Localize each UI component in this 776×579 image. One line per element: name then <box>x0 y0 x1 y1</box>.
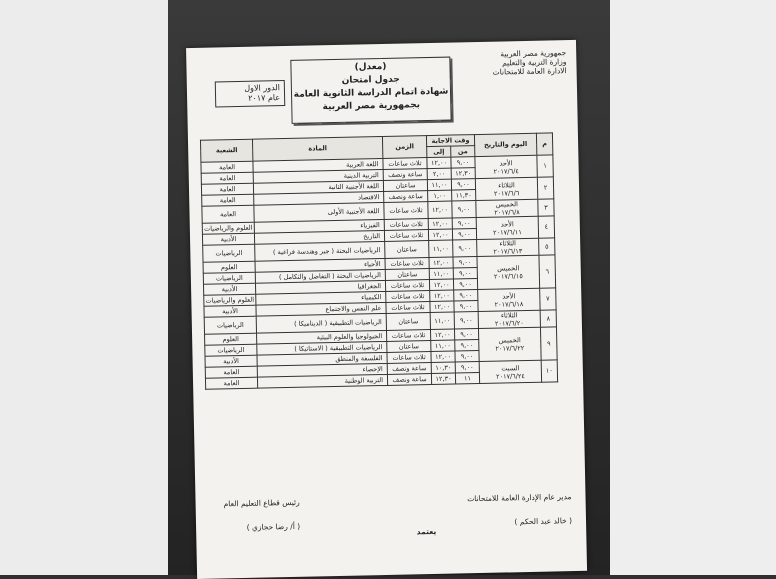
exam-duration: ثلاث ساعات <box>385 280 429 292</box>
day-date-cell <box>476 199 538 217</box>
subject-name: اللغة الأجنبية الأولى <box>254 202 384 222</box>
header-to: إلى <box>427 146 451 158</box>
day-name: الأحد <box>499 158 513 168</box>
time-to: ١٢,٣٠ <box>431 373 455 385</box>
division-name: الرياضيات <box>204 316 256 334</box>
division-name: العامة <box>201 183 253 195</box>
division-name: العامة <box>202 205 254 223</box>
day-number: ٣ <box>538 199 554 216</box>
title-line: جدول امتحان <box>341 74 400 86</box>
exam-date: ٢٠١٧/٦/١٣ <box>493 247 523 256</box>
division-name: العامة <box>205 366 257 378</box>
division-name: العامة <box>201 161 253 173</box>
exam-date: ٢٠١٧/٦/١٨ <box>494 299 524 309</box>
division-name: العامة <box>205 377 257 389</box>
exam-duration: ساعتان <box>385 241 429 259</box>
time-from: ٩,٠٠ <box>453 279 477 291</box>
exam-date: ٢٠١٧/٦/٦ <box>493 188 520 198</box>
exam-round-box <box>215 80 286 107</box>
subject-name: الجيولوجيا والعلوم البيئية <box>257 330 387 344</box>
time-from: ٩,٠٠ <box>452 218 476 230</box>
day-name: الثلاثاء <box>499 239 517 248</box>
exam-duration: ثلاث ساعات <box>383 158 427 170</box>
subject-name: الرياضيات التطبيقية ( الاستاتيكا ) <box>257 341 387 355</box>
title-line: شهادة اتمام الدراسة الثانوية العامة <box>293 86 449 100</box>
division-name: الرياضيات <box>203 244 255 262</box>
exam-duration: ساعتان <box>383 180 427 192</box>
header-subject: المادة <box>252 136 382 161</box>
exam-date: ٢٠١٧/٦/٨ <box>494 208 520 217</box>
time-from: ١١ <box>455 373 479 385</box>
header-duration: الزمن <box>382 136 426 159</box>
day-date-cell <box>478 310 540 328</box>
round-line: الدور الاول <box>244 83 280 93</box>
subject-name: الاقتصاد <box>254 191 384 205</box>
sector-head-name: ( أ/ رضا حجازي ) <box>246 521 301 532</box>
day-number: ٤ <box>538 216 554 238</box>
day-name: الخميس <box>498 336 521 345</box>
division-name: الأدبية <box>202 233 254 245</box>
exam-duration: ثلاث ساعات <box>386 302 430 314</box>
approval-label: يعتمد <box>416 526 437 537</box>
time-from: ٩,٠٠ <box>454 301 478 313</box>
time-to: ١١,٠٠ <box>430 312 454 329</box>
time-to: ١٢,٠٠ <box>431 351 455 363</box>
exam-schedule-table <box>200 132 558 389</box>
exam-duration: ثلاث ساعات <box>386 291 430 303</box>
division-name: الأدبية <box>205 355 257 367</box>
exam-duration: ساعتان <box>386 313 430 331</box>
day-name: الثلاثاء <box>498 180 515 190</box>
time-to: ١١,٠٠ <box>427 179 451 191</box>
day-name: الثلاثاء <box>500 311 518 320</box>
exam-duration: ساعة ونصف <box>387 363 431 375</box>
subject-name: الكيمياء <box>256 291 386 305</box>
exam-date: ٢٠١٧/٦/٢٢ <box>495 344 525 353</box>
time-to: ١٠,٣٠ <box>431 362 455 374</box>
header-answer-time: وقت الاجابة <box>426 135 474 147</box>
exam-duration: ثلاث ساعات <box>387 352 431 364</box>
day-number: ٩ <box>540 327 557 360</box>
exam-duration: ساعة ونصف <box>384 191 428 203</box>
division-name: العلوم والرياضيات <box>204 294 256 306</box>
day-name: الخميس <box>495 200 518 209</box>
day-date-cell <box>475 155 537 178</box>
time-to: ١٢,٠٠ <box>428 201 452 218</box>
header-division: الشعبة <box>200 139 252 162</box>
photo-background-left <box>0 0 168 575</box>
time-to: ١٢,٠٠ <box>429 257 453 269</box>
exam-duration: ثلاث ساعات <box>384 230 428 242</box>
subject-name: علم النفس والاجتماع <box>256 302 386 316</box>
division-name: العامة <box>201 172 253 184</box>
time-to: ١١,٠٠ <box>429 268 453 280</box>
subject-name: اللغة العربية <box>253 158 383 172</box>
day-number: ١٠ <box>541 360 557 382</box>
time-to: ١٢,٠٠ <box>430 290 454 302</box>
exam-duration: ساعة ونصف <box>383 169 427 181</box>
time-from: ٩,٠٠ <box>451 157 475 169</box>
time-from: ٩,٠٠ <box>455 351 479 363</box>
sector-head-title: رئيس قطاع التعليم العام <box>223 497 300 509</box>
photo-background-right <box>610 0 776 575</box>
division-name: العلوم <box>205 333 257 345</box>
day-date-cell <box>475 177 537 200</box>
header-from: من <box>451 146 475 158</box>
exam-duration: ساعتان <box>385 269 429 281</box>
day-name: الأحد <box>502 291 516 301</box>
exam-duration: ثلاث ساعات <box>384 219 428 231</box>
subject-name: الأحياء <box>255 258 385 272</box>
table-header-row <box>200 133 552 151</box>
ministry-header <box>446 48 567 78</box>
exam-duration: ساعة ونصف <box>387 374 431 386</box>
day-date-cell <box>478 288 540 311</box>
day-date-cell <box>477 238 539 256</box>
time-from: ٩,٠٠ <box>454 329 478 341</box>
director-name: ( خالد عبد الحكم ) <box>514 516 573 527</box>
day-number: ٧ <box>540 288 556 310</box>
subject-name: الجغرافيا <box>255 280 385 294</box>
time-to: ١٢,٠٠ <box>430 301 454 313</box>
time-from: ٩,٠٠ <box>455 340 479 352</box>
time-from: ٩,٠٠ <box>453 257 477 269</box>
day-date-cell <box>478 327 541 361</box>
day-date-cell <box>477 255 540 289</box>
time-to: ١٢,٠٠ <box>429 279 453 291</box>
ministry-line: الادارة العامة للامتحانات <box>492 66 567 77</box>
subject-name: الإحصاء <box>257 363 387 377</box>
day-name: الخميس <box>497 264 520 273</box>
exam-schedule-document <box>186 40 587 579</box>
subject-name: التربية الوطنية <box>257 374 387 388</box>
footer-exams-director <box>467 492 572 528</box>
time-from: ٩,٠٠ <box>451 179 475 191</box>
ministry-line: وزارة التربية والتعليم <box>501 57 567 68</box>
time-to: ١٢,٠٠ <box>427 157 451 169</box>
day-number: ١ <box>537 155 553 177</box>
division-name: العلوم <box>203 261 255 273</box>
title-box <box>290 57 451 124</box>
exam-date: ٢٠١٧/٦/٤ <box>493 166 519 176</box>
division-name: الرياضيات <box>203 272 255 284</box>
time-from: ٩,٠٠ <box>454 312 478 329</box>
division-name: الرياضيات <box>205 344 257 356</box>
time-from: ١١,٣٠ <box>452 190 476 202</box>
time-to: ١,٠٠ <box>428 190 452 202</box>
day-number: ٥ <box>539 238 555 255</box>
time-to: ١٢,٠٠ <box>428 218 452 230</box>
exam-date: ٢٠١٧/٦/٢٠ <box>494 319 524 328</box>
title-line: (معدل) <box>354 61 387 73</box>
time-to: ١٢,٠٠ <box>428 229 452 241</box>
day-number: ٦ <box>539 255 556 288</box>
exam-duration: ثلاث ساعات <box>384 202 428 220</box>
time-to: ١٢,٠٠ <box>430 329 454 341</box>
subject-name: اللغة الأجنبية الثانية <box>253 180 383 194</box>
division-name: العلوم والرياضيات <box>202 222 254 234</box>
day-number: ٢ <box>537 177 553 199</box>
time-from: ٩,٠٠ <box>452 229 476 241</box>
division-name: العامة <box>202 194 254 206</box>
subject-name: التاريخ <box>254 230 384 244</box>
time-from: ٩,٠٠ <box>453 240 477 257</box>
header-num: م <box>536 133 552 155</box>
time-from: ٩,٠٠ <box>452 201 476 218</box>
subject-name: الرياضيات التطبيقية ( الديناميكا ) <box>256 313 386 333</box>
exam-date: ٢٠١٧/٦/٢٤ <box>495 371 525 381</box>
day-name: السبت <box>501 363 520 373</box>
subject-name: الرياضيات البحتة ( التفاضل والتكامل ) <box>255 269 385 283</box>
time-to: ٢,٠٠ <box>427 168 451 180</box>
time-from: ١٢,٣٠ <box>451 168 475 180</box>
division-name: الأدبية <box>203 283 255 295</box>
day-number: ٨ <box>540 310 556 327</box>
title-line: بجمهورية مصر العربية <box>322 100 421 113</box>
day-date-cell <box>476 216 538 239</box>
time-from: ٩,٠٠ <box>454 290 478 302</box>
exam-date: ٢٠١٧/٦/١١ <box>492 227 522 237</box>
day-date-cell <box>479 360 541 383</box>
day-name: الأحد <box>500 219 514 229</box>
exam-date: ٢٠١٧/٦/١٥ <box>493 272 523 281</box>
subject-name: الفلسفة والمنطق <box>257 352 387 366</box>
subject-name: التربية الدينية <box>253 169 383 183</box>
footer-sector-head <box>224 498 301 534</box>
subject-name: الفيزياء <box>254 219 384 233</box>
subject-name: الرياضيات البحتة ( جبر وهندسة فراغية ) <box>255 241 385 261</box>
exam-duration: ثلاث ساعات <box>385 258 429 270</box>
time-to: ١١,٠٠ <box>431 340 455 352</box>
header-day-date: اليوم والتاريخ <box>474 133 536 156</box>
round-line: عام ٢٠١٧ <box>248 93 281 103</box>
schedule-body <box>201 155 558 389</box>
exam-duration: ثلاث ساعات <box>387 330 431 342</box>
ministry-line: جمهورية مصر العربية <box>500 48 567 59</box>
time-from: ٩,٠٠ <box>455 362 479 374</box>
time-to: ١١,٠٠ <box>429 240 453 257</box>
director-title: مدير عام الإدارة العامة للامتحانات <box>467 492 572 504</box>
time-from: ٩,٠٠ <box>453 268 477 280</box>
exam-duration: ساعتان <box>387 341 431 353</box>
division-name: الأدبية <box>204 305 256 317</box>
